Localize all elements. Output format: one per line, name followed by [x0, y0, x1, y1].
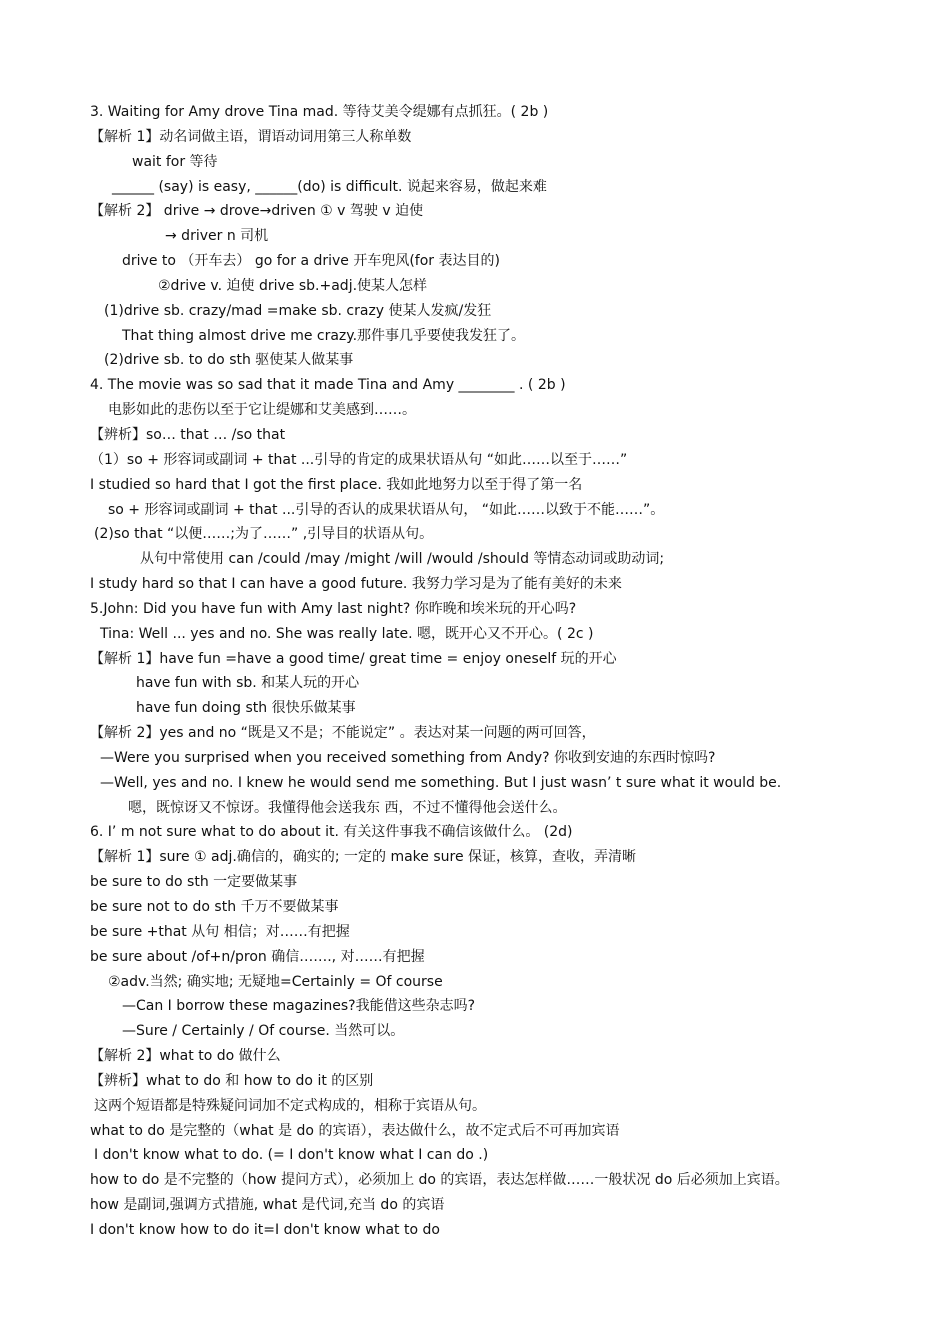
text-line: I studied so hard that I got the first place. 我如此地努力以至于得了第一名: [90, 476, 583, 493]
text-line: 【解析 2】yes and no “既是又不是；不能说定” 。表达对某一问题的两可回答，: [90, 725, 596, 742]
text-line: 这两个短语都是特殊疑问词加不定式构成的，相称于宾语从句。: [94, 1097, 486, 1114]
text-line: ②adv.当然; 确实地; 无疑地=Certainly = Of course: [108, 973, 443, 990]
text-line: 嗯，既惊讶又不惊讶。我懂得他会送我东 西，不过不懂得他会送什么。: [128, 799, 567, 816]
text-line: —Can I borrow these magazines?我能借这些杂志吗?: [122, 998, 476, 1015]
text-line: I don't know how to do it=I don't know what to do: [90, 1221, 440, 1238]
text-line: be sure to do sth 一定要做某事: [90, 874, 298, 891]
text-line: （1）so + 形容词或副词 + that ...引导的肯定的成果状语从句 “如此……以至于……”: [90, 451, 628, 468]
text-line: ______ (say) is easy, ______(do) is difficult. 说起来容易，做起来难: [112, 178, 547, 195]
text-line: 【辨析】so… that … /so that: [90, 426, 286, 443]
text-line: I don't know what to do. (= I don't know what I can do .): [94, 1147, 489, 1164]
text-line: how 是副词,强调方式措施, what 是代词,充当 do 的宾语: [90, 1197, 445, 1214]
text-line: ②drive v. 迫使 drive sb.+adj.使某人怎样: [158, 277, 428, 294]
text-line: 【解析 1】have fun =have a good time/ great time = enjoy oneself 玩的开心: [90, 650, 617, 667]
text-line: what to do 是完整的（what 是 do 的宾语），表达做什么，故不定式后不可再加宾语: [90, 1122, 620, 1139]
text-line: 6. I’ m not sure what to do about it. 有关这件事我不确信该做什么。 (2d): [90, 824, 573, 841]
text-line: 4. The movie was so sad that it made Tina and Amy ________ . ( 2b ): [90, 377, 566, 394]
text-line: —Well, yes and no. I knew he would send me something. But I just wasn’ t sure what it would be.: [100, 774, 782, 791]
text-line: —Sure / Certainly / Of course. 当然可以。: [122, 1023, 405, 1040]
text-line: 5.John: Did you have fun with Amy last night? 你昨晚和埃米玩的开心吗?: [90, 600, 577, 617]
text-line: 从句中常使用 can /could /may /might /will /would /should 等情态动词或助动词;: [140, 551, 665, 568]
text-line: 电影如此的悲伤以至于它让缇娜和艾美感到……。: [108, 402, 416, 419]
text-line: wait for 等待: [132, 153, 218, 170]
text-line: be sure about /of+n/pron 确信……., 对……有把握: [90, 948, 425, 965]
text-line: 【辨析】what to do 和 how to do it 的区别: [90, 1072, 374, 1089]
text-line: 3. Waiting for Amy drove Tina mad. 等待艾美令缇娜有点抓狂。( 2b ): [90, 104, 549, 120]
text-line: have fun with sb. 和某人玩的开心: [136, 675, 360, 692]
text-line: drive to （开车去） go for a drive 开车兜风(for 表达目的): [122, 253, 500, 270]
text-line: → driver n 司机: [165, 228, 269, 245]
text-line: (2)drive sb. to do sth 驱使某人做某事: [104, 352, 354, 369]
text-line: 【解析 2】 drive → drove→driven ① v 驾驶 v 迫使: [90, 203, 424, 220]
text-line: be sure +that 从句 相信；对……有把握: [90, 923, 350, 940]
text-line: —Were you surprised when you received something from Andy? 你收到安迪的东西时惊吗?: [100, 749, 716, 766]
text-line: 【解析 1】sure ① adj.确信的，确实的; 一定的 make sure 保证，核算，查收，弄清晰: [90, 849, 637, 866]
text-line: (1)drive sb. crazy/mad =make sb. crazy 使某人发疯/发狂: [104, 302, 492, 319]
text-line: be sure not to do sth 千万不要做某事: [90, 899, 339, 915]
text-line: That thing almost drive me crazy.那件事几乎要使我发狂了。: [122, 327, 526, 344]
text-line: have fun doing sth 很快乐做某事: [136, 700, 356, 717]
text-line: how to do 是不完整的（how 提问方式），必须加上 do 的宾语，表达怎样做……一般状况 do 后必须加上宾语。: [90, 1172, 789, 1189]
text-line: Tina: Well ... yes and no. She was really late. 嗯，既开心又不开心。( 2c ): [100, 625, 594, 642]
document-body: [90, 100, 910, 1243]
text-line: (2)so that “以便……;为了……” ,引导目的状语从句。: [94, 526, 434, 543]
text-line: so + 形容词或副词 + that ...引导的否认的成果状语从句， “如此……以致于不能……”。: [108, 501, 665, 518]
text-line: 【解析 1】动名词做主语，谓语动词用第三人称单数: [90, 128, 412, 145]
text-line: 【解析 2】what to do 做什么: [90, 1048, 281, 1065]
text-line: I study hard so that I can have a good future. 我努力学习是为了能有美好的未来: [90, 576, 622, 593]
